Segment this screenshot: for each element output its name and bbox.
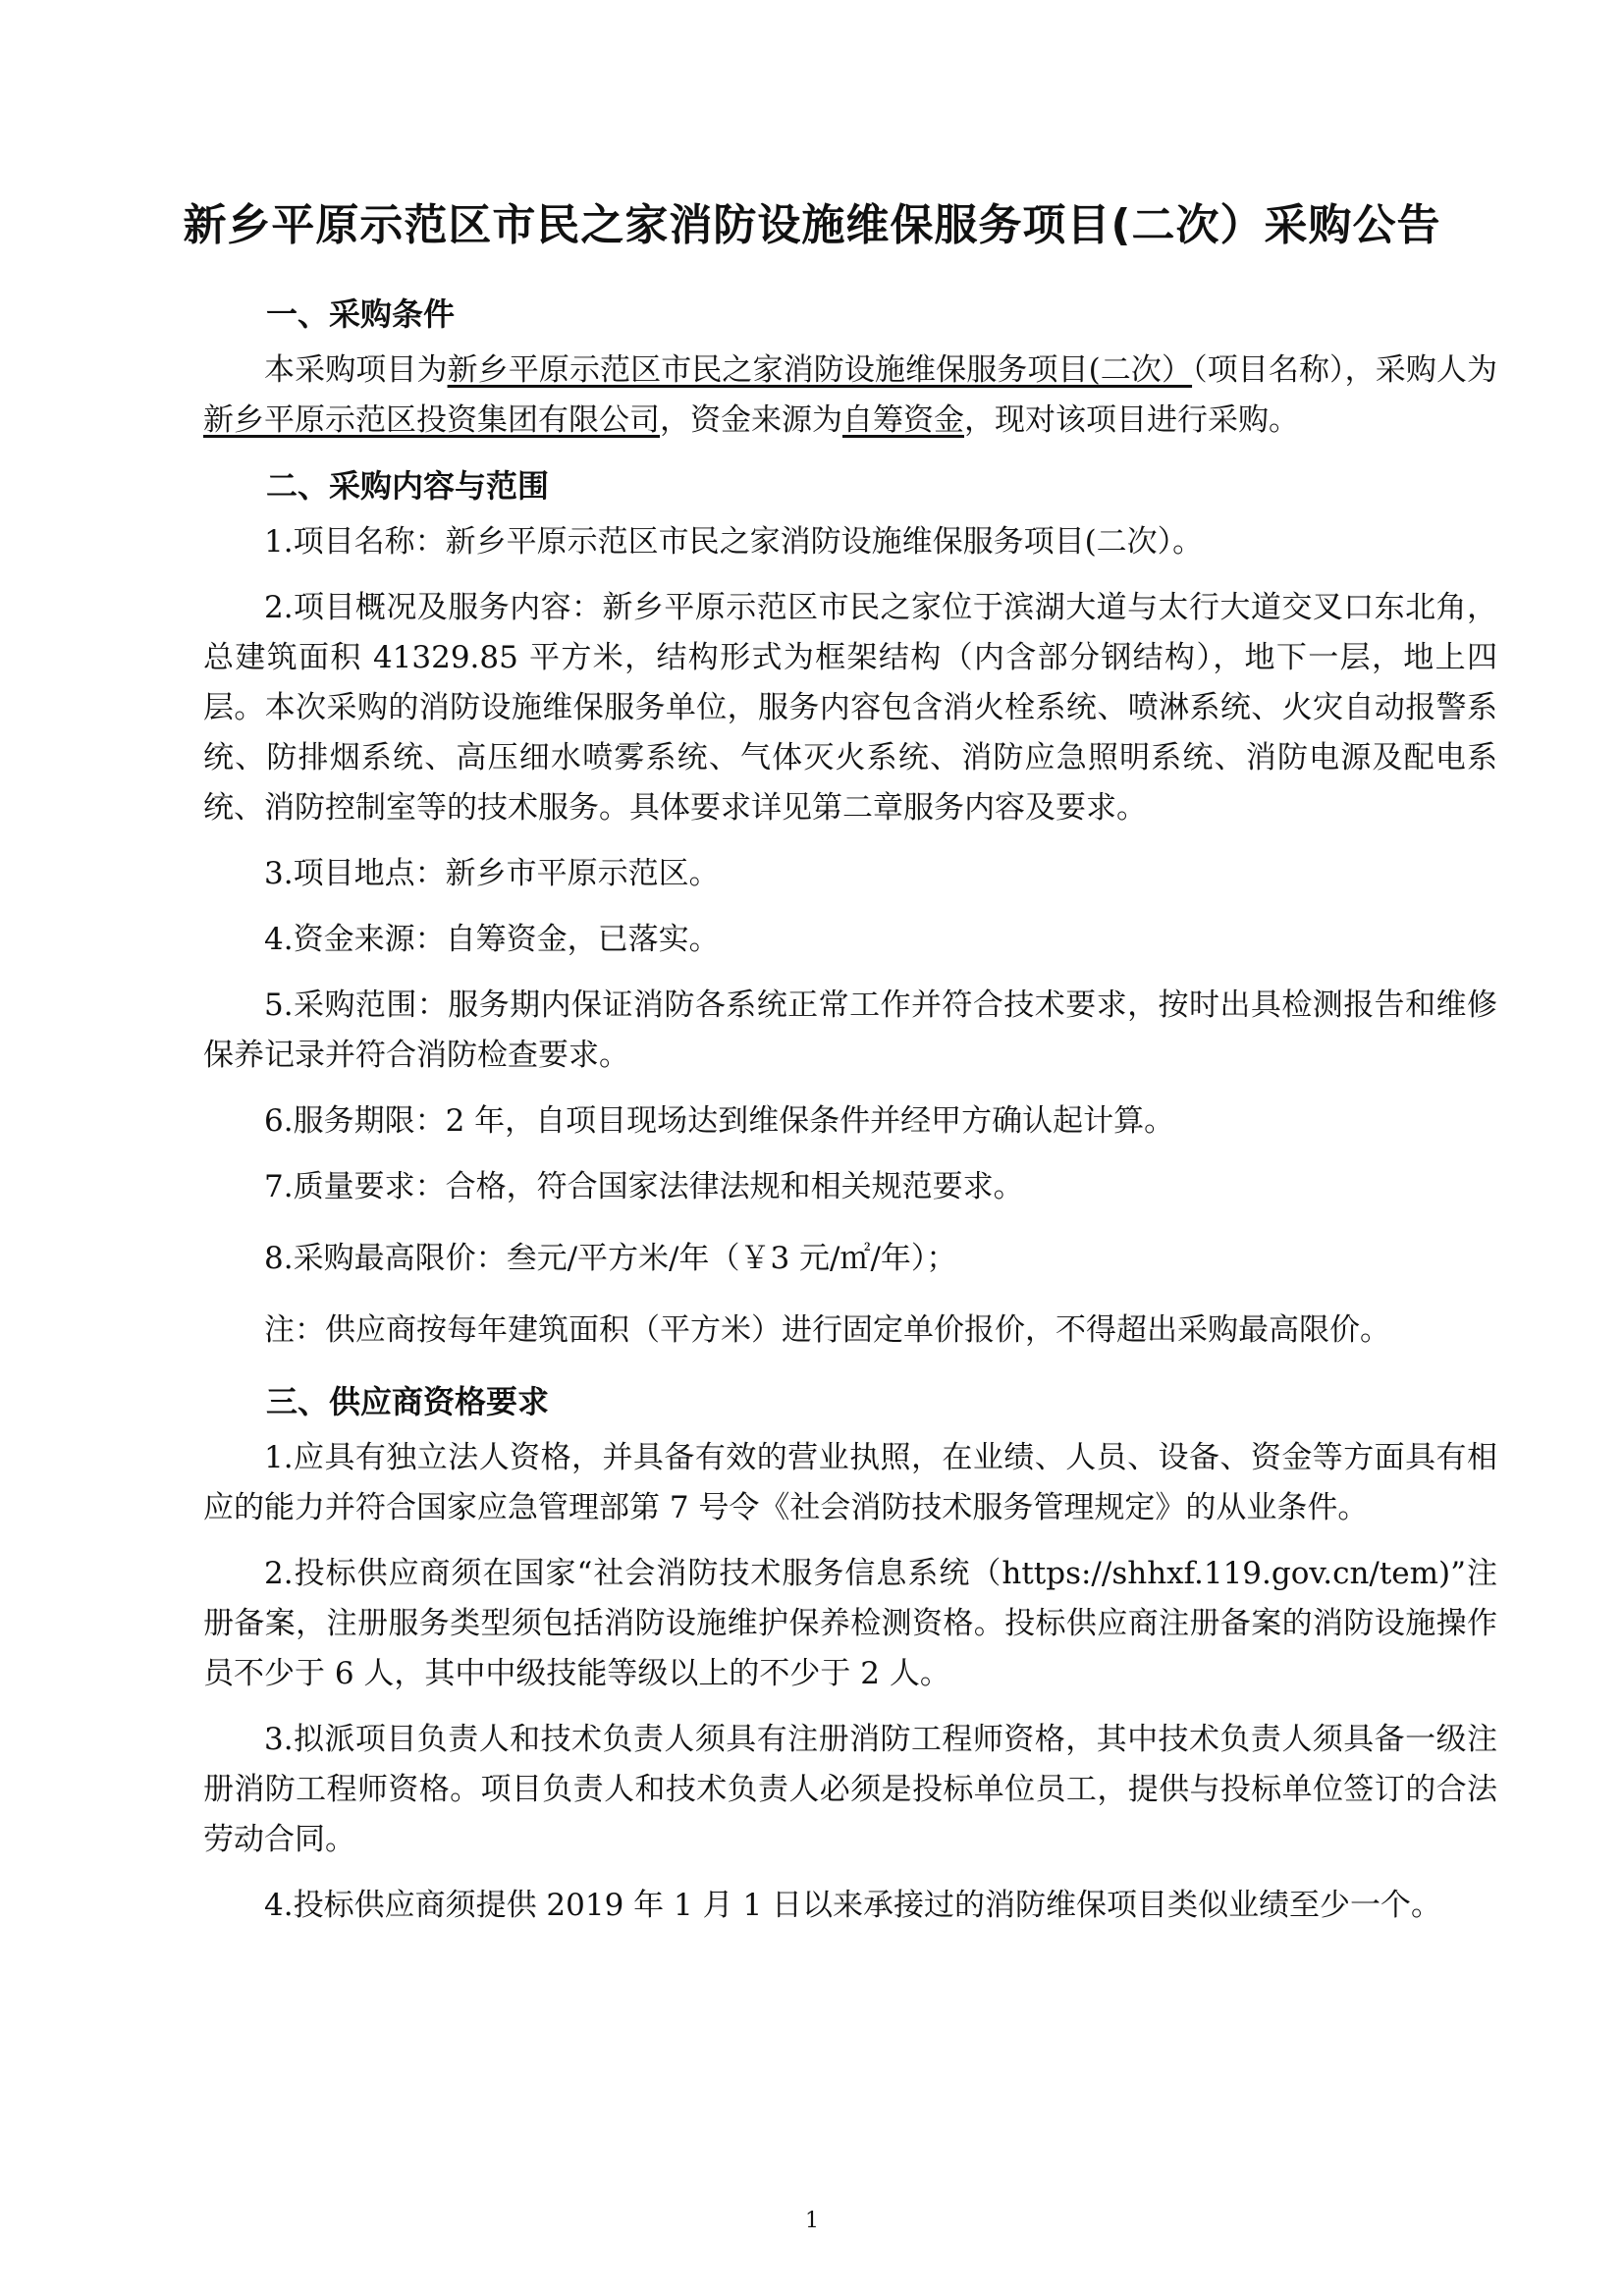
qualification-item-3: 3.拟派项目负责人和技术负责人须具有注册消防工程师资格，其中技术负责人须具备一级注册消防工程师资格。项目负责人和技术负责人必须是投标单位员工，提供与投标单位签订的合法劳动合同。 <box>203 1722 1497 1857</box>
scope-item-8: 8.采购最高限价：叁元/平方米/年（￥3 元/㎡/年）； <box>264 1241 957 1276</box>
page-number: 1 <box>805 2209 819 2233</box>
scope-item-2: 2.项目概况及服务内容：新乡平原示范区市民之家位于滨湖大道与太行大道交叉口东北角，总建筑面积 41329.85 平方米，结构形式为框架结构（内含部分钢结构），地下一层，地上四层。本次采购的消防设施维保服务单位，服务内容包含消火栓系统、喷淋系统、火灾自动报警系统、防排烟系统、高压细水喷雾系统、气体灭火系统、消防应急照明系统、消防电源及配电系统、消防控制室等的技术服务。具体要求详见第二章服务内容及要求。 <box>203 590 1497 826</box>
scope-note: 注：供应商按每年建筑面积（平方米）进行固定单价报价，不得超出采购最高限价。 <box>264 1312 1390 1348</box>
scope-item-4: 4.资金来源：自筹资金，已落实。 <box>264 922 720 957</box>
qualification-item-1: 1.应具有独立法人资格，并具备有效的营业执照，在业绩、人员、设备、资金等方面具有相应的能力并符合国家应急管理部第 7 号令《社会消防技术服务管理规定》的从业条件。 <box>203 1440 1497 1525</box>
purchaser-name-underlined: 新乡平原示范区投资集团有限公司 <box>203 402 660 438</box>
page-title: 新乡平原示范区市民之家消防设施维保服务项目(二次）采购公告 <box>183 200 1441 250</box>
scope-item-5: 5.采购范围：服务期内保证消防各系统正常工作并符合技术要求，按时出具检测报告和维修保养记录并符合消防检查要求。 <box>203 988 1497 1073</box>
scope-item-3: 3.项目地点：新乡市平原示范区。 <box>264 856 720 891</box>
scope-item-7: 7.质量要求：合格，符合国家法律法规和相关规范要求。 <box>264 1169 1024 1204</box>
scope-item-1: 1.项目名称：新乡平原示范区市民之家消防设施维保服务项目(二次）。 <box>264 524 1204 560</box>
section-heading-3: 三、供应商资格要求 <box>266 1383 550 1420</box>
scope-item-6: 6.服务期限：2 年，自项目现场达到维保条件并经甲方确认起计算。 <box>264 1103 1175 1139</box>
procurement-conditions-paragraph <box>203 346 1497 446</box>
section-heading-2: 二、采购内容与范围 <box>266 467 550 505</box>
qualification-item-4: 4.投标供应商须提供 2019 年 1 月 1 日以来承接过的消防维保项目类似业绩至少一个。 <box>264 1888 1442 1923</box>
document-body <box>203 290 1497 1947</box>
text-segment: 本采购项目为 <box>264 352 448 388</box>
project-name-underlined: 新乡平原示范区市民之家消防设施维保服务项目(二次） <box>447 352 1193 388</box>
text-segment: ，资金来源为 <box>660 402 842 438</box>
text-segment: （项目名称），采购人为 <box>1192 352 1498 388</box>
qualification-item-2: 2.投标供应商须在国家“社会消防技术服务信息系统（https://shhxf.119.gov.cn/tem)”注册备案，注册服务类型须包括消防设施维护保养检测资格。投标供应商注册备案的消防设施操作员不少于 6 人，其中中级技能等级以上的不少于 2 人。 <box>203 1556 1497 1691</box>
section-heading-1: 一、采购条件 <box>266 295 456 333</box>
fund-source-underlined: 自筹资金 <box>842 402 964 438</box>
text-segment: ，现对该项目进行采购。 <box>964 402 1299 438</box>
